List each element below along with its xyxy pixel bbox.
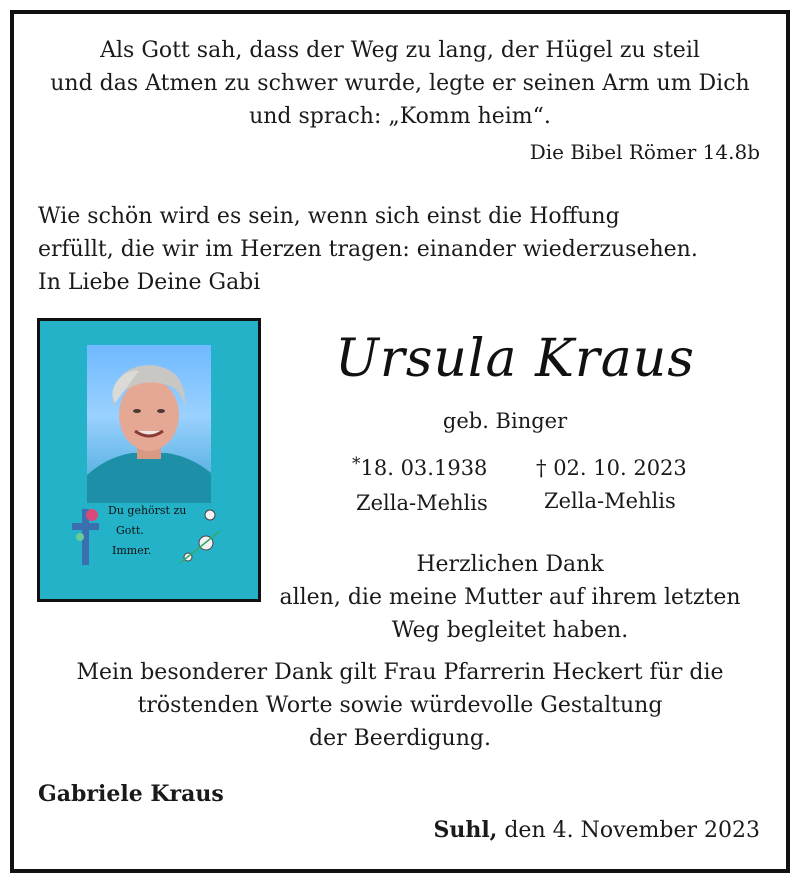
birth-date [352,452,488,487]
card-line: Immer. [112,544,152,557]
farewell-line: Wie schön wird es sein, wenn sich einst die Hoffung [38,204,620,229]
thanks-line: der Beerdigung. [309,726,491,751]
death-date [536,452,687,485]
card-text [108,501,198,561]
death-date-value: 02. 10. 2023 [553,456,687,480]
deceased-name: Ursula Kraus [335,329,695,389]
farewell-line: erfüllt, die wir im Herzen tragen: einander wiederzusehen. [38,237,698,262]
card-line: Gott. [116,524,144,537]
quote-line: und sprach: „Komm heim“. [249,104,551,129]
death-info [536,452,687,518]
special-thanks-block [0,656,800,755]
quote-source: Die Bibel Römer 14.8b [529,140,760,164]
thanks-line: Weg begleitet haben. [391,618,629,643]
place: Suhl, [433,817,498,843]
portrait-photo [87,345,211,503]
place-date [433,814,760,847]
birth-name: geb. Binger [442,409,568,433]
farewell-line: In Liebe Deine Gabi [38,270,261,295]
thanks-line: allen, die meine Mutter auf ihrem letzten [279,585,741,610]
farewell-text [38,200,698,299]
birth-symbol: * [352,454,361,474]
memorial-photo-panel [37,318,261,602]
thanks-heading: Herzlichen Dank [416,552,604,577]
thanks-line: tröstenden Worte sowie würdevolle Gestaltung [137,693,663,718]
thanks-line: Mein besonderer Dank gilt Frau Pfarrerin Heckert für die [76,660,724,685]
card-line: Du gehörst zu [108,504,187,517]
portrait-illustration [87,345,211,503]
birth-info [352,452,488,520]
bible-quote [0,34,800,133]
birth-date-value: 18. 03.1938 [360,456,488,480]
thanks-block [250,548,770,647]
quote-line: Als Gott sah, dass der Weg zu lang, der Hügel zu steil [100,38,700,63]
date: den 4. November 2023 [504,818,760,843]
signature: Gabriele Kraus [38,781,224,807]
birth-place: Zella-Mehlis [356,491,488,515]
quote-line: und das Atmen zu schwer wurde, legte er seinen Arm um Dich [50,71,750,96]
death-symbol: † [536,456,547,480]
death-place: Zella-Mehlis [544,489,676,513]
memorial-card [70,501,230,571]
